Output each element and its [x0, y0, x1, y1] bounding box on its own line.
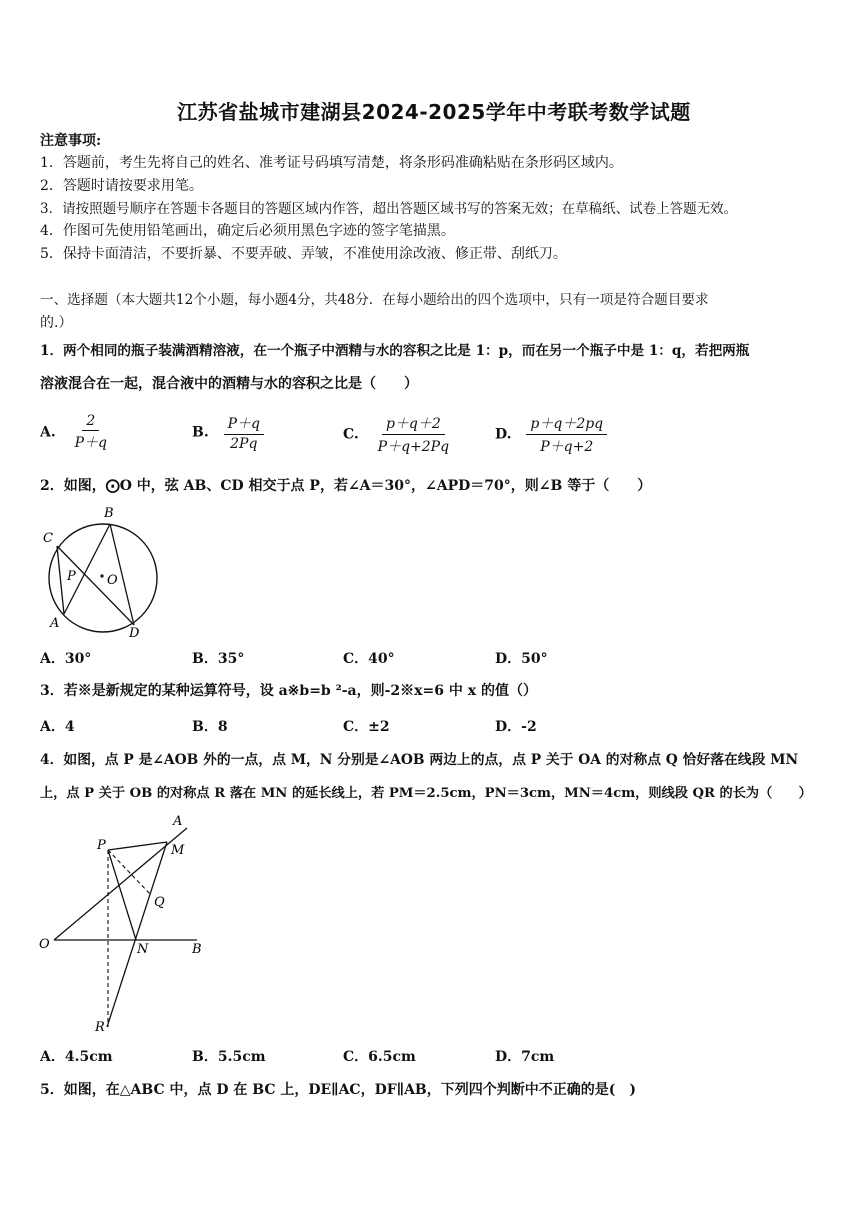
q1-option-b[interactable]: [192, 413, 264, 452]
section-heading: 一、选择题（本大题共12个小题，每小题4分，共48分．在每小题给出的四个选项中，只有一项是符合题目要求: [40, 292, 709, 308]
notice-item: 3．请按照题号顺序在答题卡各题目的答题区域内作答，超出答题区域书写的答案无效；在草稿纸、试卷上答题无效。: [40, 201, 738, 217]
fraction-denominator: 2Pq: [230, 436, 258, 452]
label-a: A: [50, 616, 60, 631]
q3-option-a[interactable]: A．4: [40, 719, 75, 735]
circle-figure: [40, 500, 170, 645]
question-5-text: 5．如图，在△ABC 中，点 D 在 BC 上，DE∥AC，DF∥AB，下列四个判断中不正确的是( ): [40, 1082, 637, 1098]
question-4-text: 4．如图，点 P 是∠AOB 外的一点，点 M，N 分别是∠AOB 两边上的点，点 P 关于 OA 的对称点 Q 恰好落在线段 MN: [40, 752, 799, 768]
fraction-numerator: P＋q: [224, 413, 264, 435]
question-3-text: 3．若※是新规定的某种运算符号，设 a※b=b ²-a，则-2※x=6 中 x 的值（）: [40, 683, 537, 699]
notice-item: 2．答题时请按要求用笔。: [40, 178, 203, 194]
question-1-text: 1．两个相同的瓶子装满酒精溶液，在一个瓶子中酒精与水的容积之比是 1：p，而在另一个瓶子中是 1：q，若把两瓶: [40, 343, 750, 359]
q2-option-c[interactable]: C．40°: [343, 651, 395, 667]
notice-heading: 注意事项:: [40, 133, 102, 149]
q2-option-a[interactable]: A．30°: [40, 651, 92, 667]
label-b: B: [104, 506, 114, 521]
section-heading-cont: 的.）: [40, 315, 73, 331]
label-p: P: [67, 569, 76, 584]
label-m: M: [171, 843, 185, 858]
label-r: R: [95, 1020, 105, 1035]
fraction-numerator: p＋q＋2pq: [526, 413, 607, 435]
label-n: N: [137, 942, 149, 957]
label-q: Q: [154, 895, 165, 910]
option-label: D.: [495, 426, 512, 443]
q1-option-d[interactable]: [495, 413, 607, 456]
fraction-numerator: p＋q＋2: [382, 413, 445, 435]
fraction-denominator: P＋q+2Pq: [377, 439, 450, 455]
q4-option-d[interactable]: D．7cm: [495, 1049, 555, 1065]
notice-item: 5．保持卡面清洁，不要折暴、不要弄破、弄皱，不准使用涂改液、修正带、刮纸刀。: [40, 246, 567, 262]
segment-pn: [108, 850, 136, 940]
q4-option-c[interactable]: C．6.5cm: [343, 1049, 416, 1065]
q4-option-b[interactable]: B．5.5cm: [192, 1049, 266, 1065]
angle-figure: [35, 812, 215, 1037]
label-a: A: [173, 814, 183, 829]
q1-option-a[interactable]: [40, 413, 111, 452]
q3-option-d[interactable]: D．-2: [495, 719, 537, 735]
option-label: A.: [40, 424, 56, 441]
q3-option-b[interactable]: B．8: [192, 719, 228, 735]
label-o: O: [107, 573, 118, 588]
q2-option-d[interactable]: D．50°: [495, 651, 548, 667]
ray-oa: [54, 828, 187, 940]
label-d: D: [129, 626, 140, 641]
fraction-numerator: 2: [82, 413, 99, 431]
q2-option-b[interactable]: B．35°: [192, 651, 245, 667]
chord-cd: [57, 546, 134, 625]
q1-option-c[interactable]: [343, 413, 453, 456]
notice-item: 1．答题前，考生先将自己的姓名、准考证号码填写清楚，将条形码准确粘贴在条形码区域内。: [40, 155, 623, 171]
center-point: [100, 574, 103, 577]
question-4-text-cont: 上，点 P 关于 OB 的对称点 R 落在 MN 的延长线上，若 PM＝2.5cm，PN＝3cm，MN＝4cm，则线段 QR 的长为（ ）: [40, 786, 812, 801]
segment-ca: [57, 546, 64, 614]
segment-pm: [108, 842, 167, 850]
q3-option-c[interactable]: C．±2: [343, 719, 390, 735]
option-label: C.: [343, 426, 359, 443]
option-label: B.: [192, 424, 209, 441]
circle-o: [49, 524, 157, 632]
q4-option-a[interactable]: A．4.5cm: [40, 1049, 113, 1065]
fraction-denominator: P＋q: [74, 435, 108, 451]
question-1-text-cont: 溶液混合在一起，混合液中的酒精与水的容积之比是（ ）: [40, 376, 418, 392]
fraction-denominator: P＋q+2: [540, 439, 594, 455]
label-c: C: [43, 531, 53, 546]
question-2-text: 2．如图，⨀O 中，弦 AB、CD 相交于点 P，若∠A＝30°，∠APD＝70°，则∠B 等于（ ）: [40, 478, 652, 494]
label-b: B: [192, 942, 202, 957]
label-p: P: [97, 838, 106, 853]
notice-item: 4．作图可先使用铅笔画出，确定后必须用黑色字迹的签字笔描黑。: [40, 223, 455, 239]
page-title: 江苏省盐城市建湖县2024-2025学年中考联考数学试题: [177, 100, 691, 124]
label-o: O: [39, 937, 50, 952]
